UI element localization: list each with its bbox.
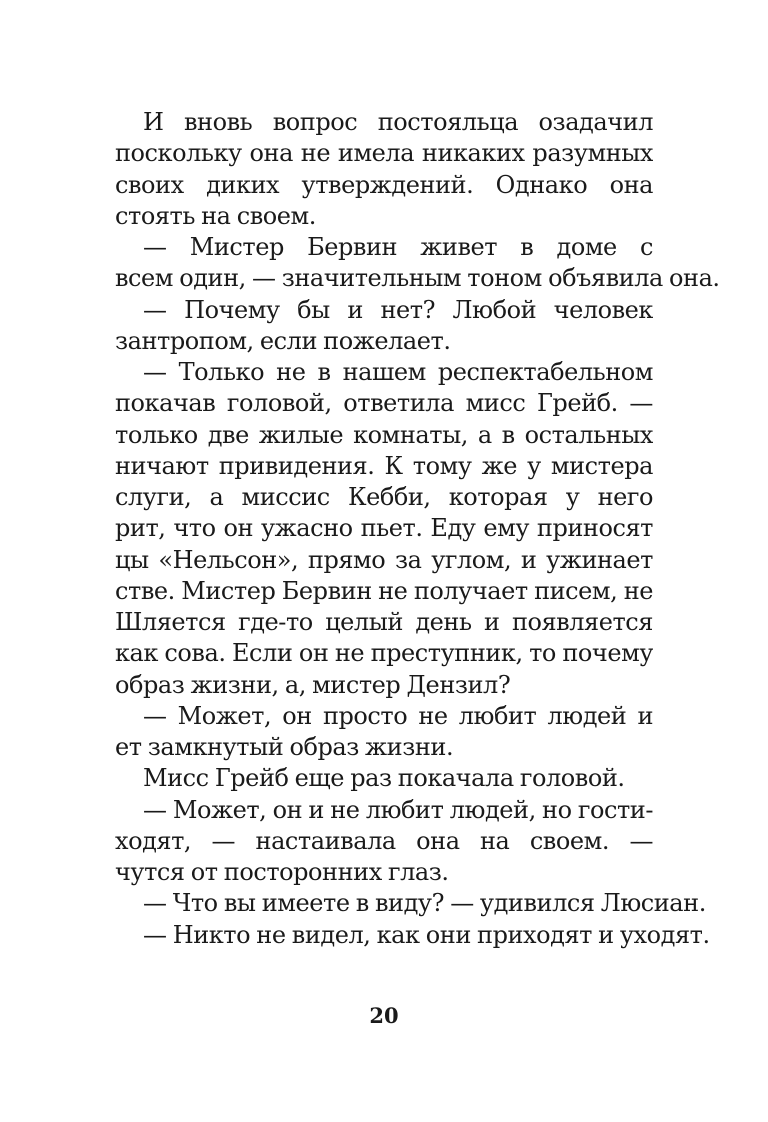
text-line: поскольку она не имела никаких разумных bbox=[115, 139, 653, 168]
text-line: ничают привидения. К тому же у мистера bbox=[115, 451, 653, 480]
text-line: ходят, — настаивала она на своем. — bbox=[115, 826, 653, 855]
text-line: чутся от посторонних глаз. bbox=[115, 858, 449, 886]
text-line: стоять на своем. bbox=[115, 201, 316, 230]
text-line: как сова. Если он не преступник, то почему bbox=[115, 639, 653, 668]
text-line: Шляется где-то целый день и появляется bbox=[115, 608, 653, 636]
text-line: — Может, он просто не любит людей и bbox=[143, 701, 653, 730]
text-line: зантропом, если пожелает. bbox=[115, 326, 451, 355]
text-line: своих диких утверждений. Однако она bbox=[115, 170, 653, 199]
text-line: Мисс Грейб еще раз покачала головой. bbox=[143, 764, 625, 793]
text-line: — Почему бы и нет? Любой человек bbox=[143, 295, 653, 324]
text-line: — Только не в нашем респектабельном bbox=[143, 358, 653, 386]
text-line: рит, что он ужасно пьет. Еду ему приносят bbox=[115, 514, 653, 543]
text-line: стве. Мистер Бервин не получает писем, не bbox=[115, 576, 653, 605]
text-line: — Никто не видел, как они приходят и уходят. bbox=[143, 920, 710, 949]
text-line: всем один, — значительным тоном объявила она. bbox=[115, 264, 720, 293]
text-line: образ жизни, а, мистер Дензил? bbox=[115, 670, 511, 699]
text-line: только две жилые комнаты, а в остальных bbox=[115, 420, 653, 449]
text-line: И вновь вопрос постояльца озадачил bbox=[143, 108, 653, 136]
text-line: цы «Нельсон», прямо за углом, и ужинает bbox=[115, 545, 653, 574]
text-line: — Мистер Бервин живет в доме с bbox=[143, 233, 653, 261]
text-line: слуги, а миссис Кебби, которая у него bbox=[115, 483, 653, 511]
text-line: покачав головой, ответила мисс Грейб. — bbox=[115, 389, 653, 418]
body-text bbox=[115, 107, 720, 951]
text-line: ет замкнутый образ жизни. bbox=[115, 733, 454, 761]
page-number: 20 bbox=[369, 1003, 399, 1028]
text-line: — Может, он и не любит людей, но гости- bbox=[143, 795, 653, 824]
text-line: — Что вы имеете в виду? — удивился Люсиан. bbox=[143, 889, 706, 918]
